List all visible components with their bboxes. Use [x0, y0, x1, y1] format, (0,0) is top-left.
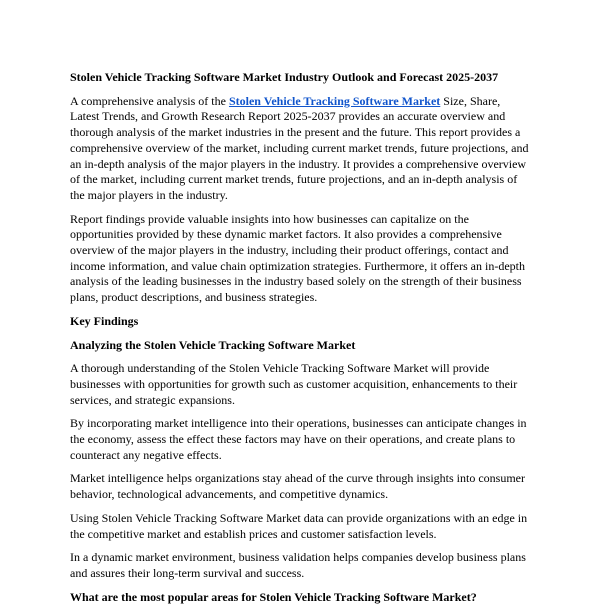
using-data-edge-paragraph: Using Stolen Vehicle Tracking Software Market data can provide organizations with an edge in the competitive market and establish prices and customer satisfaction levels. — [70, 510, 528, 541]
market-report-link[interactable]: Stolen Vehicle Tracking Software Market — [228, 93, 441, 108]
document-content — [70, 70, 532, 613]
business-validation-paragraph: In a dynamic market environment, business validation helps companies develop business plans and assures their long-term survival and success. — [70, 550, 526, 580]
key-findings-heading: Key Findings — [70, 313, 139, 328]
document-title: Stolen Vehicle Tracking Software Market Industry Outlook and Forecast 2025-2037 — [70, 70, 499, 84]
intro-paragraph-pre-link-text: A comprehensive analysis of the — [70, 93, 229, 108]
intro-paragraph-post-link-text: Size, Share, Latest Trends, and Growth Research Report 2025-2037 provides an accurate overview and thorough analysis of the market industries in the present and the future. This report provides a comprehensive overview of the market, including current market trends, future projections, and an in-depth analysis of the major players in the industry. It provides a comprehensive overview of the market, including current market trends, future projections, and an in-depth analysis of the major players in the industry. — [70, 93, 529, 202]
popular-areas-question-heading: What are the most popular areas for Stolen Vehicle Tracking Software Market? — [70, 589, 477, 604]
market-intelligence-curve-paragraph: Market intelligence helps organizations stay ahead of the curve through insights into consumer behavior, technological advancements, and competitive dynamics. — [70, 471, 525, 502]
intro-paragraph — [70, 94, 532, 204]
market-intelligence-operations-paragraph: By incorporating market intelligence into their operations, businesses can anticipate changes in the economy, assess the effect these factors may have on their operations, and create plans to counteract any negative effects. — [70, 416, 527, 462]
report-findings-paragraph: Report findings provide valuable insights into how businesses can capitalize on the opportunities provided by these dynamic market factors. It also provides a comprehensive overview of the major players in the industry, including their product offerings, contact and income information, and value chain optimization strategies. Furthermore, it offers an in-depth analysis of the leading businesses in the industry based solely on the strength of their business plans, product descriptions, and business strategies. — [70, 211, 525, 305]
thorough-understanding-paragraph: A thorough understanding of the Stolen Vehicle Tracking Software Market will provide businesses with opportunities for growth such as customer acquisition, enhancements to their services, and strategic expansions. — [70, 361, 518, 407]
analyzing-market-heading: Analyzing the Stolen Vehicle Tracking Software Market — [70, 337, 356, 352]
